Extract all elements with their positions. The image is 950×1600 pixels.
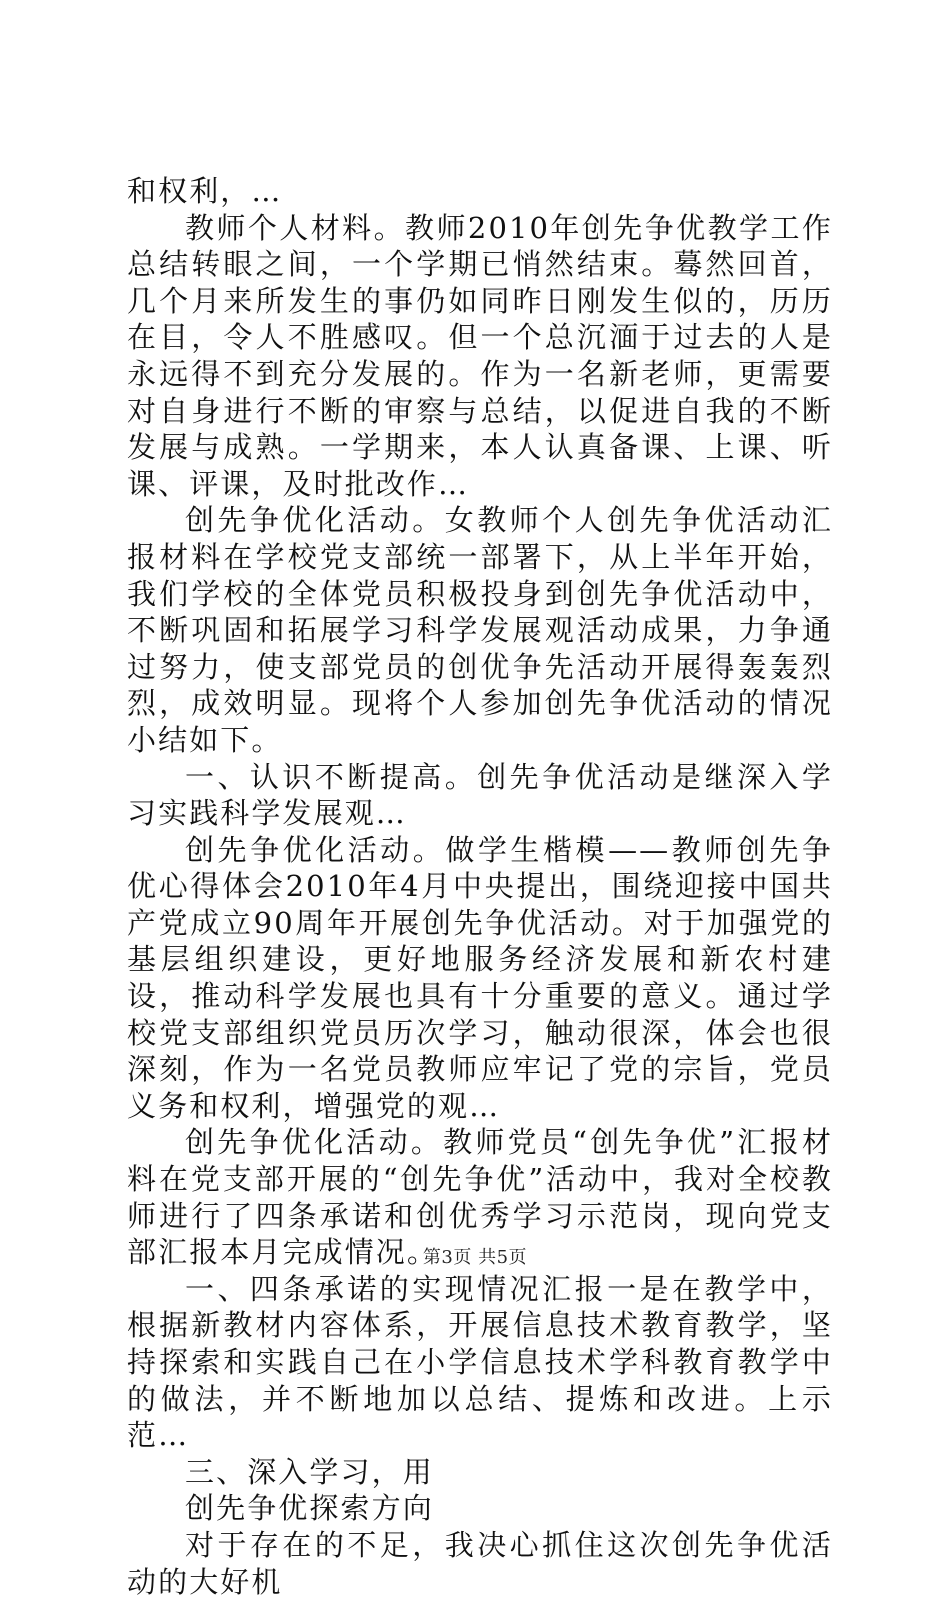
page-number-footer: 第3页 共5页: [422, 1247, 528, 1268]
document-body: [127, 173, 833, 1600]
paragraph-5: 创先争优化活动。做学生楷模——教师创先争优心得体会2010年4月中央提出，围绕迎接中国共产党成立90周年开展创先争优活动。对于加强党的基层组织建设，更好地服务经济发展和新农村建设，推动科学发展也具有十分重要的意义。通过学校党支部组织党员历次学习，触动很深，体会也很深刻，作为一名党员教师应牢记了党的宗旨，党员义务和权利，增强党的观…: [127, 832, 833, 1123]
paragraph-4: 一、认识不断提高。创先争优活动是继深入学习实践科学发展观…: [127, 759, 833, 831]
paragraph-3: 创先争优化活动。女教师个人创先争优活动汇报材料在学校党支部统一部署下，从上半年开始，我们学校的全体党员积极投身到创先争优活动中，不断巩固和拓展学习科学发展观活动成果，力争通过努力，使支部党员的创优争先活动开展得轰轰烈烈，成效明显。现将个人参加创先争优活动的情况小结如下。: [127, 503, 833, 757]
paragraph-2: 教师个人材料。教师2010年创先争优教学工作总结转眼之间，一个学期已悄然结束。蓦然回首，几个月来所发生的事仍如同昨日刚发生似的，历历在目，令人不胜感叹。但一个总沉湎于过去的人是永远得不到充分发展的。作为一名新老师，更需要对自身进行不断的审察与总结，以促进自我的不断发展与成熟。一学期来，本人认真备课、上课、听课、评课，及时批改作…: [127, 210, 833, 501]
paragraph-6: 创先争优化活动。教师党员“创先争优”汇报材料在党支部开展的“创先争优”活动中，我对全校教师进行了四条承诺和创优秀学习示范岗，现向党支部汇报本月完成情况。: [127, 1125, 833, 1270]
paragraph-7: 一、四条承诺的实现情况汇报一是在教学中，根据新教材内容体系，开展信息技术教育教学，坚持探索和实践自己在小学信息技术学科教育教学中的做法，并不断地加以总结、提炼和改进。上示范…: [127, 1271, 833, 1453]
paragraph-10: 对于存在的不足，我决心抓住这次创先争优活动的大好机: [127, 1527, 833, 1599]
paragraph-8: 三、深入学习，用: [185, 1454, 434, 1489]
paragraph-9: 创先争优探索方向: [185, 1491, 434, 1526]
paragraph-1: 和权利，…: [127, 174, 283, 208]
